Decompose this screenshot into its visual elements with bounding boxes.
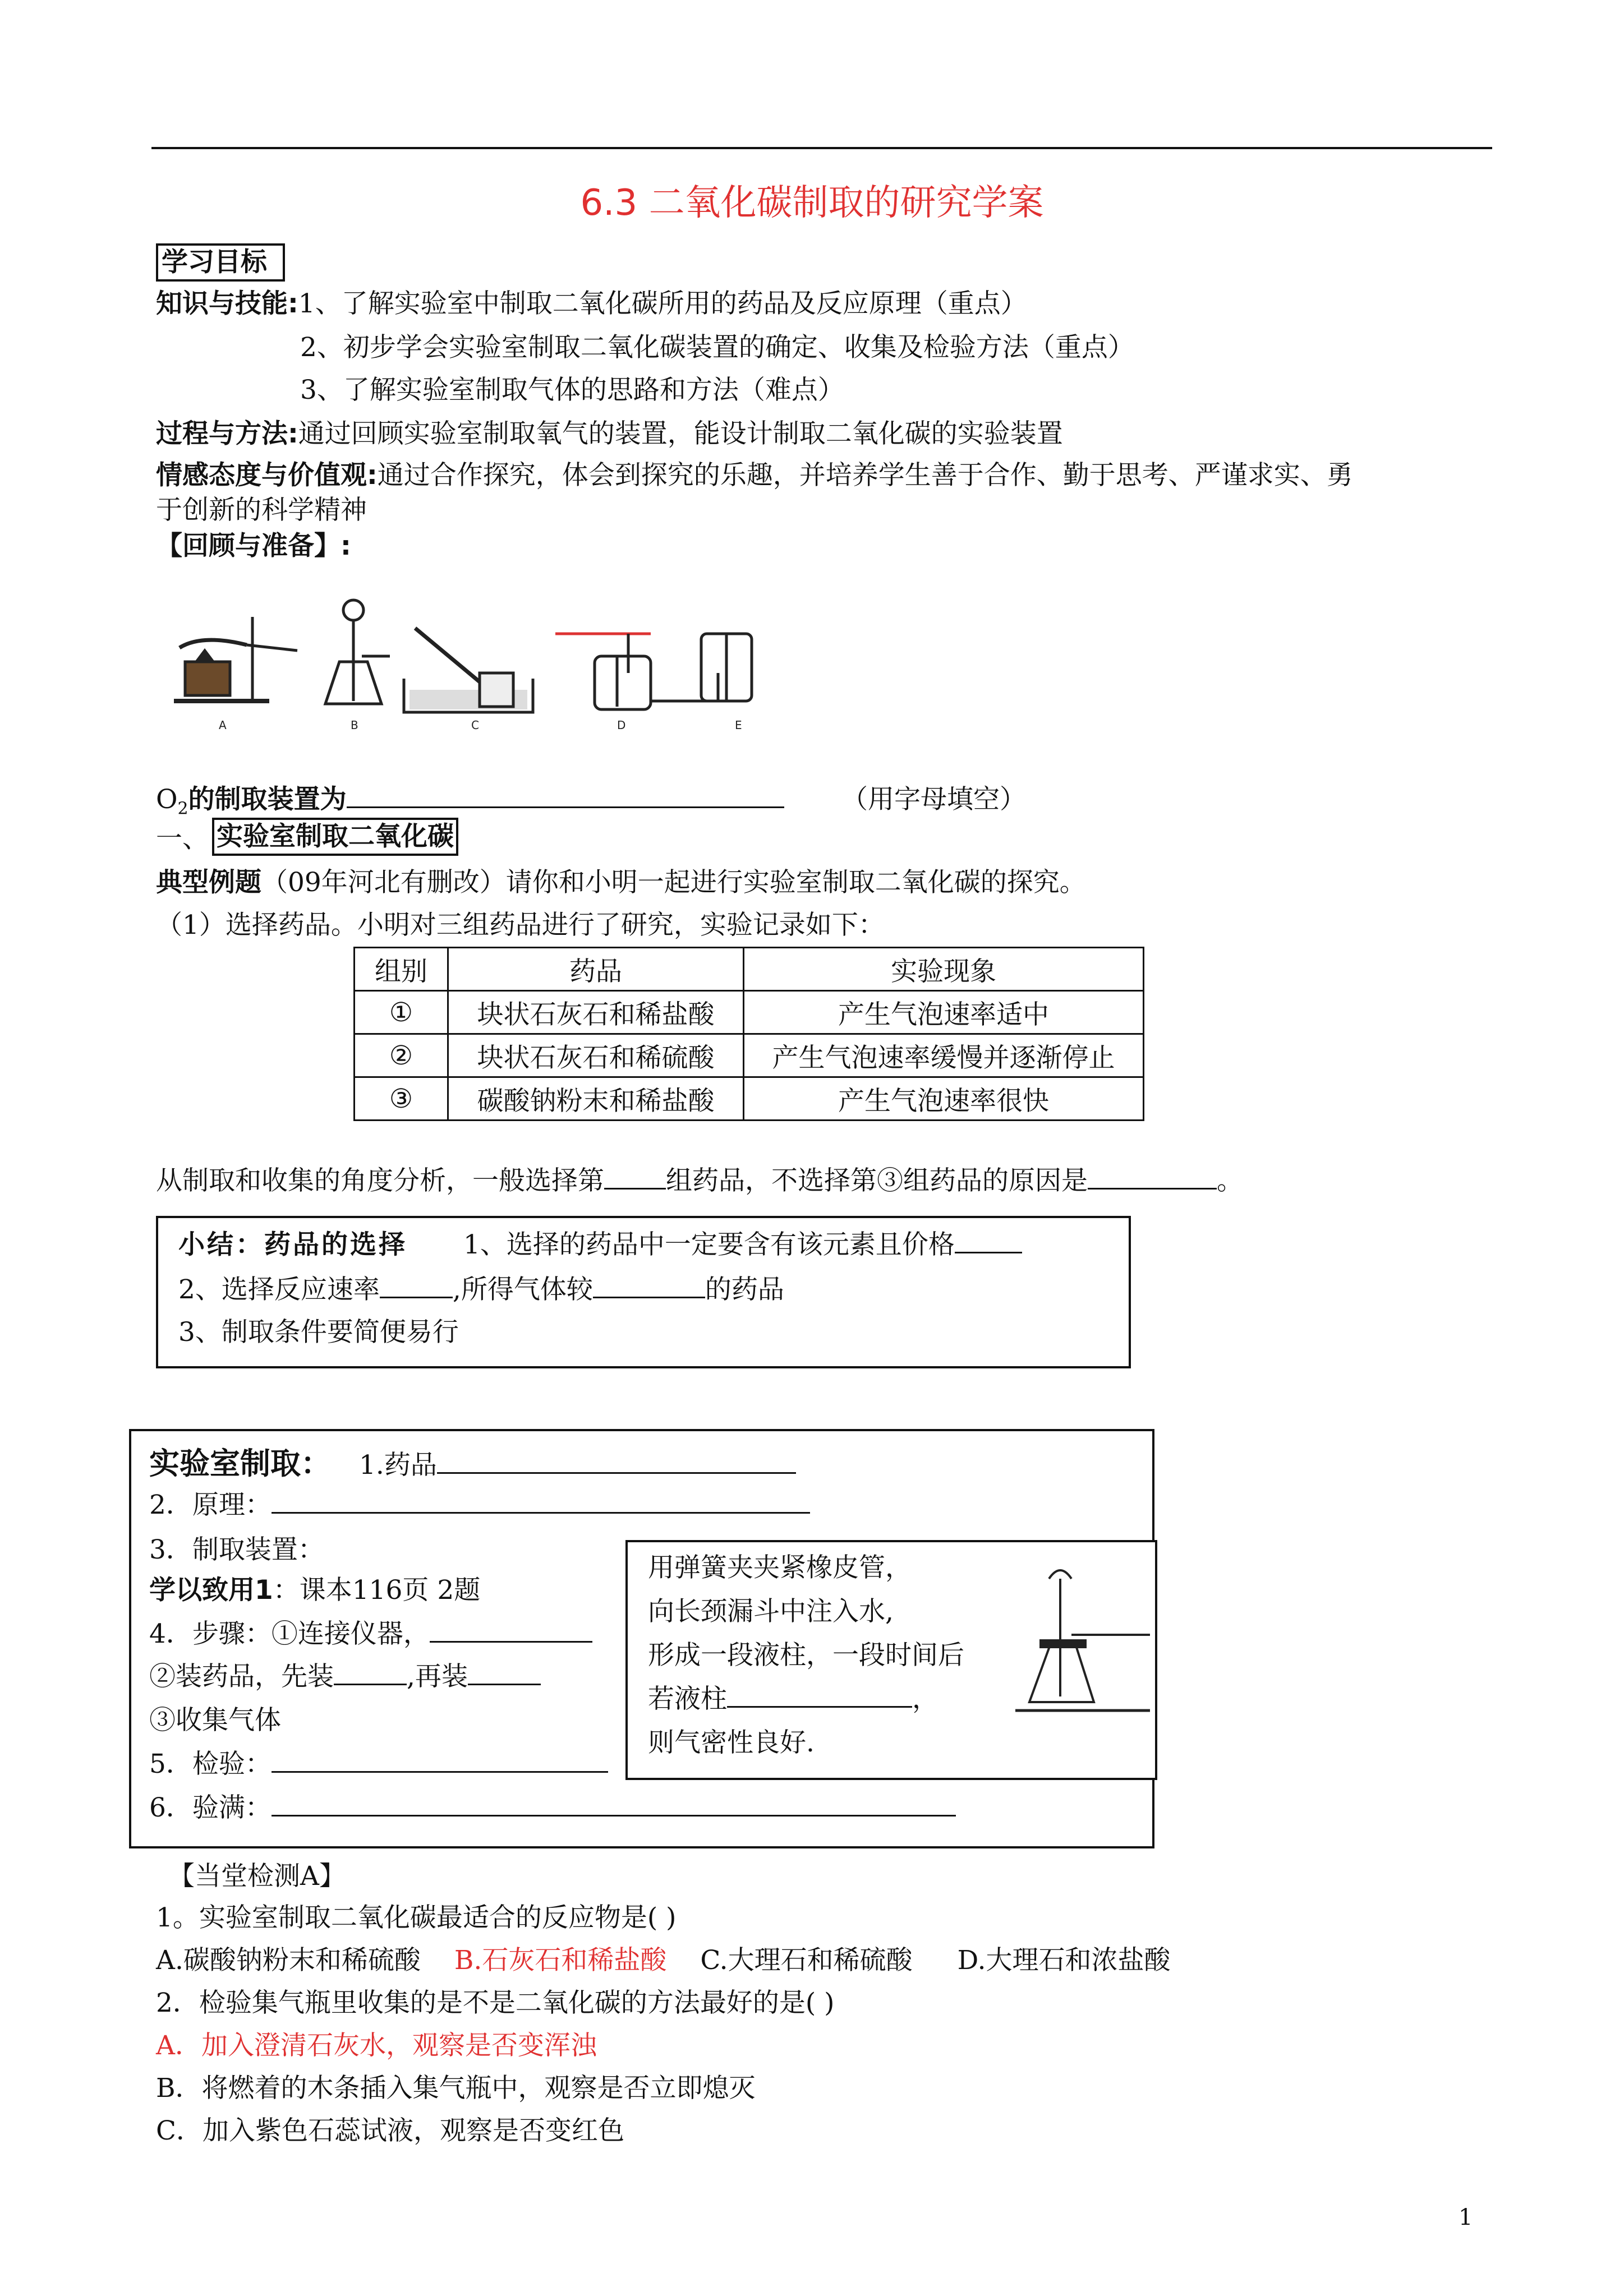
apparatus-figure [168,589,802,735]
summary-item-3: 3、制取条件要简便易行 [178,1317,459,1348]
check-line-4a: 若液柱 [648,1684,727,1714]
quiz-heading: 【当堂检测A】 [168,1861,346,1892]
analysis-blank-group[interactable] [604,1165,666,1190]
summary-item-2a: 2、选择反应速率 [178,1274,380,1305]
header-rule [151,147,1492,149]
figure-label-a: A [219,718,227,732]
step1-text: （1）选择药品。小明对三组药品进行了研究，实验记录如下： [156,910,885,940]
lab-check-line [149,1749,608,1780]
analysis-text-3: 。 [1217,1165,1243,1196]
page-title: 6.3 二氧化碳制取的研究学案 [580,182,1044,224]
lab-item-4c: ③收集气体 [149,1705,281,1736]
apparatus-d [555,634,651,709]
check-line-1: 用弹簧夹夹紧橡皮管， [648,1552,912,1583]
process-text: 通过回顾实验室制取氧气的装置，能设计制取二氧化碳的实验装置 [298,418,1063,449]
o2-subscript: 2 [177,799,188,819]
quiz-q1: 1。实验室制取二氧化碳最适合的反应物是( ) [156,1902,677,1933]
knowledge-line-1 [156,288,1027,320]
summary-blank-gas[interactable] [593,1274,705,1298]
lab-item-2: 2．原理： [149,1490,272,1520]
apply-text: ：课本116页 2题 [273,1575,481,1606]
emotion-line [156,460,1353,491]
lab-full-line [149,1792,956,1824]
o2-answer-blank[interactable] [347,784,784,808]
figure-label-e: E [735,718,742,732]
lab-blank-step[interactable] [430,1619,592,1643]
lab-item-3: 3．制取装置： [149,1534,324,1565]
summary-item-1: 1、选择的药品中一定要含有该元素且价格 [463,1229,955,1260]
knowledge-item-1: 1、了解实验室中制取二氧化碳所用的药品及反应原理（重点） [298,288,1027,319]
table-header: 组别 [355,948,448,991]
q1-option-a: A.碳酸钠粉末和稀硫酸 [156,1945,421,1976]
check-line-2: 向长颈漏斗中注入水, [648,1596,894,1627]
emotion-text-1: 通过合作探究，体会到探究的乐趣，并培养学生善于合作、勤于思考、严谨求实、勇 [377,460,1353,491]
apparatus-c [404,628,533,712]
quiz-q2: 2．检验集气瓶里收集的是不是二氧化碳的方法最好的是( ) [156,1988,835,2018]
analysis-line [156,1165,1243,1197]
table-cell: ③ [355,1077,448,1121]
objectives-heading: 学习目标 [156,243,285,282]
knowledge-label: 知识与技能: [156,288,298,319]
example-text: （09年河北有删改）请你和小明一起进行实验室制取二氧化碳的探究。 [261,867,1086,898]
flask-apparatus [1015,1556,1150,1725]
q2-option-c: C．加入紫色石蕊试液，观察是否变红色 [156,2115,624,2146]
knowledge-item-3: 3、了解实验室制取气体的思路和方法（难点） [300,375,844,405]
table-cell: 块状石灰石和稀盐酸 [448,991,744,1034]
analysis-blank-reason[interactable] [1088,1165,1217,1190]
table-header: 药品 [448,948,744,991]
q2-option-b: B．将燃着的木条插入集气瓶中，观察是否立即熄灭 [156,2073,756,2104]
knowledge-item-2: 2、初步学会实验室制取二氧化碳装置的确定、收集及检验方法（重点） [300,332,1134,363]
lab-line-2 [149,1490,810,1521]
table-row [355,991,1144,1034]
q1-option-d: D.大理石和浓盐酸 [957,1945,1171,1976]
section-one-heading: 实验室制取二氧化碳 [212,818,458,856]
lab-item-4: 4．步骤：①连接仪器， [149,1619,430,1649]
table-cell: ② [355,1034,448,1077]
analysis-text-2: 组药品，不选择第③组药品的原因是 [666,1165,1088,1196]
lab-item-6: 6．验满： [149,1792,272,1823]
q2-option-a: A．加入澄清石灰水，观察是否变浑浊 [156,2030,597,2061]
lab-step-line [149,1619,592,1650]
summary-blank-rate[interactable] [380,1274,453,1298]
emotion-text-2: 于创新的科学精神 [156,495,367,525]
lab-blank-first[interactable] [334,1661,407,1685]
lab-item-4b-1: ②装药品，先装 [149,1661,334,1692]
o2-formula: O [156,784,178,815]
table-cell: 碳酸钠粉末和稀盐酸 [448,1077,744,1121]
figure-label-d: D [617,718,626,732]
summary-blank-price[interactable] [955,1229,1022,1253]
apparatus-e [651,634,752,701]
lab-heading: 实验室制取： [149,1446,331,1481]
apparatus-b [325,600,390,704]
check-line-4 [648,1684,938,1715]
lab-blank-reagent[interactable] [437,1450,796,1474]
summary-label: 小结：药品的选择 [178,1229,407,1260]
summary-line-2 [178,1274,784,1306]
example-label: 典型例题 [156,867,261,898]
o2-line [156,784,784,819]
lab-item-4b-2: ,再装 [407,1661,468,1692]
lab-item-5: 5．检验： [149,1749,272,1779]
table-cell: 产生气泡速率缓慢并逐渐停止 [744,1034,1144,1077]
lab-blank-then[interactable] [468,1661,541,1685]
process-line [156,418,1063,450]
section-one-number: 一、 [156,823,209,854]
process-label: 过程与方法: [156,418,298,449]
summary-item-2c: 的药品 [705,1274,784,1305]
lab-blank-principle[interactable] [272,1490,810,1514]
table-header: 实验现象 [744,948,1144,991]
apparatus-a [174,617,297,701]
o2-text: 的制取装置为 [188,784,347,815]
q1-option-b: B.石灰石和稀盐酸 [454,1945,667,1976]
lab-blank-full[interactable] [272,1792,956,1816]
review-heading: 【回顾与准备】: [156,531,351,561]
table-cell: 产生气泡速率很快 [744,1077,1144,1121]
q1-option-c: C.大理石和稀硫酸 [700,1945,913,1976]
reagent-table [353,947,1144,1121]
quiz-q1-options [156,1945,1171,1976]
apply-label: 学以致用1 [149,1575,273,1606]
lab-apply-line [149,1575,480,1606]
table-cell: 块状石灰石和稀硫酸 [448,1034,744,1077]
check-line-4b: ， [912,1684,938,1714]
figure-label-c: C [471,718,479,732]
summary-item-2b: ,所得气体较 [452,1274,593,1305]
o2-hint: （用字母填空） [841,784,1026,815]
lab-blank-test[interactable] [272,1749,608,1773]
check-line-3: 形成一段液柱，一段时间后 [648,1640,964,1671]
summary-line-1 [178,1229,1022,1261]
check-blank-column[interactable] [727,1684,912,1708]
table-cell: ① [355,991,448,1034]
table-row [355,1034,1144,1077]
table-row [355,1077,1144,1121]
example-line [156,867,1086,898]
table-cell: 产生气泡速率适中 [744,991,1144,1034]
lab-item-1: 1.药品 [359,1450,437,1481]
emotion-label: 情感态度与价值观: [156,460,378,491]
page-number: 1 [1459,2205,1473,2230]
table-header-row [355,948,1144,991]
check-line-5: 则气密性良好. [648,1727,815,1758]
analysis-text-1: 从制取和收集的角度分析，一般选择第 [156,1165,604,1196]
lab-load-line [149,1661,541,1693]
figure-label-b: B [351,718,358,732]
lab-line-1 [149,1446,796,1482]
